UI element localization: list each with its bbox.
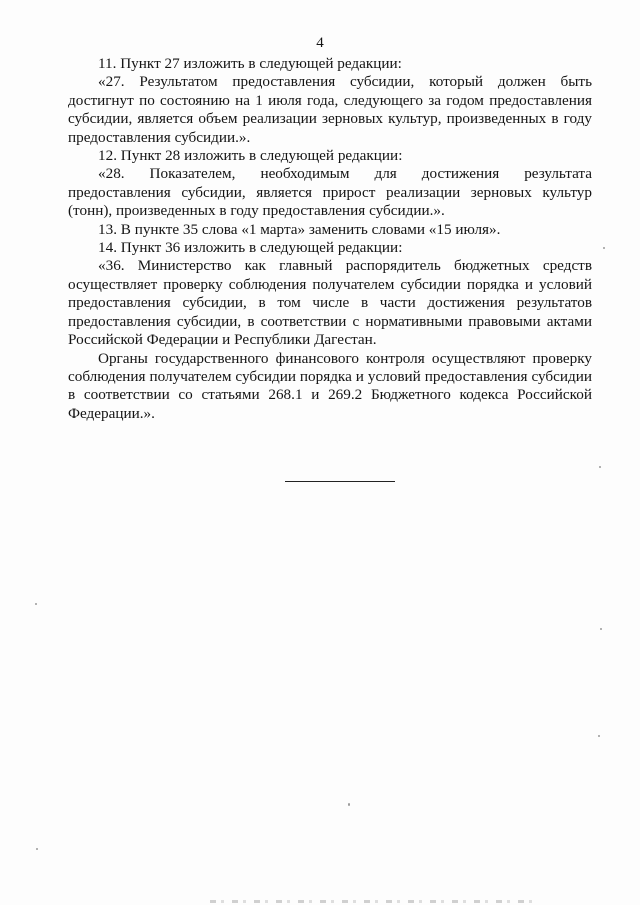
closing-separator-line — [285, 481, 395, 482]
paragraph-point-27-text: «27. Результатом предоставления субсидии, который должен быть достигнут по состоянию на 1 июля года, следующего за годом предоставления субсидии, является объем реализации зерновых культур, произведенных в году предоставления субсидии.». — [68, 73, 592, 146]
paragraph-financial-control: Органы государственного финансового контроля осуществляют проверку соблюдения получателем субсидии порядка и условий предоставления субсидии в соответствии со статьями 268.1 и 269.2 Бюджетного кодекса Российской Федерации.». — [68, 349, 592, 422]
scan-speck — [598, 735, 600, 737]
paragraph-point-36-text: «36. Министерство как главный распорядитель бюджетных средств осуществляет проверку соблюдения получателем субсидии порядка и условий предоставления субсидии, в том числе в части достижения результатов предоставления субсидии, в соответствии с нормативными правовыми актами Российской Федерации и Республики Дагестан. — [68, 257, 592, 349]
scan-speck — [35, 603, 37, 605]
scan-speck — [36, 848, 38, 850]
scan-speck — [603, 247, 605, 249]
paragraph-item-14: 14. Пункт 36 изложить в следующей редакции: — [98, 239, 403, 257]
document-body — [68, 55, 592, 423]
paragraph-point-28-text: «28. Показателем, необходимым для достижения результата предоставления субсидии, является прирост реализации зерновых культур (тонн), произведенных в году предоставления субсидии.». — [68, 165, 592, 220]
scan-speck — [599, 466, 601, 468]
scan-bottom-artifact — [210, 900, 540, 903]
scan-speck — [348, 803, 350, 806]
page-number: 4 — [316, 35, 324, 51]
paragraph-item-12: 12. Пункт 28 изложить в следующей редакции: — [98, 147, 403, 165]
paragraph-item-11: 11. Пункт 27 изложить в следующей редакции: — [98, 55, 402, 72]
paragraph-item-13: 13. В пункте 35 слова «1 марта» заменить словами «15 июля». — [98, 220, 501, 238]
scan-speck — [600, 628, 602, 630]
